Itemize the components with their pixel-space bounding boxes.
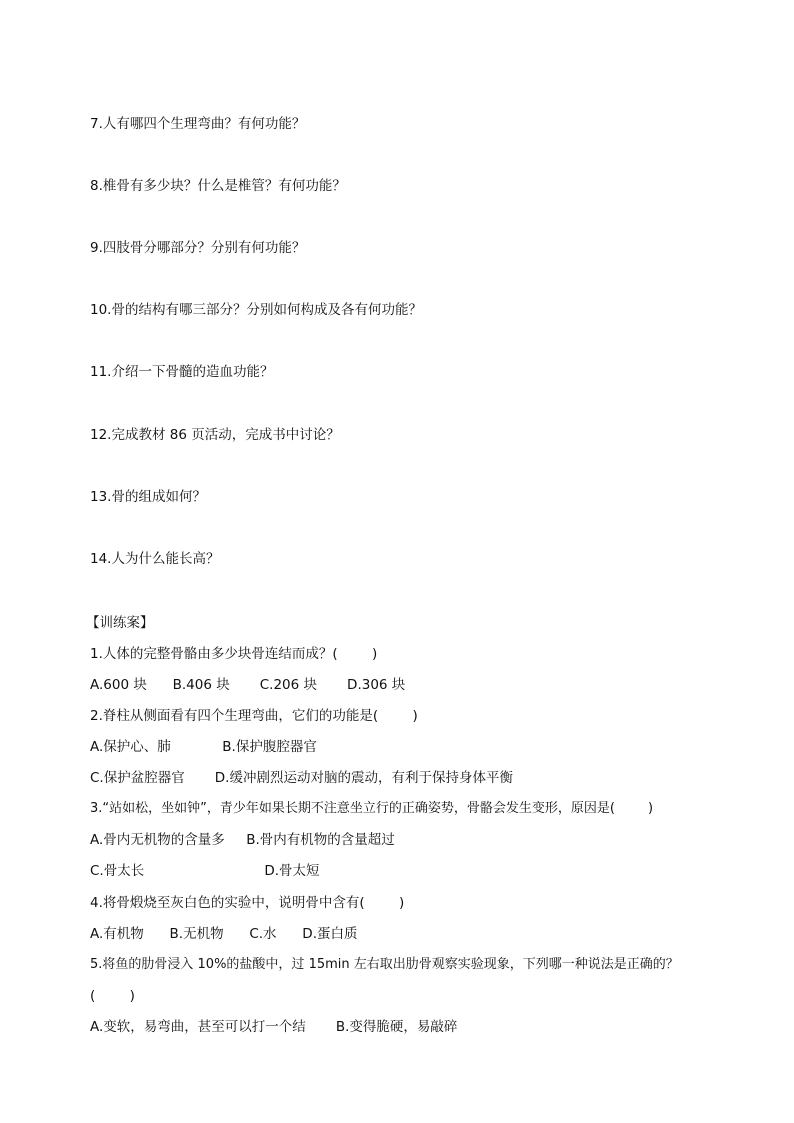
exercise-1-stem: 1.人体的完整骨骼由多少块骨连结而成？( )	[90, 646, 378, 662]
exercise-5-stem: 5.将鱼的肋骨浸入 10%的盐酸中，过 15min 左右取出肋骨观察实验现象，下列哪一种说法是正确的？	[90, 957, 679, 972]
exercise-4-stem: 4.将骨煅烧至灰白色的实验中，说明骨中含有( )	[90, 895, 405, 911]
exercise-3-options-ab: A.骨内无机物的含量多 B.骨内有机物的含量超过	[90, 832, 395, 848]
exercise-5-options: A.变软，易弯曲，甚至可以打一个结 B.变得脆硬，易敲碎	[90, 1019, 458, 1035]
exercise-4-options: A.有机物 B.无机物 C.水 D.蛋白质	[90, 926, 358, 942]
exercise-5-paren: ( )	[90, 988, 135, 1004]
section-title: 【训练案】	[86, 615, 154, 631]
exercise-2-options-ab: A.保护心、肺 B.保护腹腔器官	[90, 739, 317, 755]
exercise-2-stem: 2.脊柱从侧面看有四个生理弯曲，它们的功能是( )	[90, 708, 418, 724]
question-8: 8.椎骨有多少块？什么是椎管？有何功能？	[90, 178, 346, 194]
exercise-1-options: A.600 块 B.406 块 C.206 块 D.306 块	[90, 677, 406, 693]
question-12: 12.完成教材 86 页活动，完成书中讨论？	[90, 427, 340, 443]
question-11: 11.介绍一下骨髓的造血功能？	[90, 364, 274, 380]
exercise-2-options-cd: C.保护盆腔器官 D.缓冲剧烈运动对脑的震动，有利于保持身体平衡	[90, 770, 513, 786]
question-9: 9.四肢骨分哪部分？分别有何功能？	[90, 240, 306, 256]
question-14: 14.人为什么能长高？	[90, 551, 220, 567]
question-7: 7.人有哪四个生理弯曲？有何功能？	[90, 116, 306, 132]
exercise-3-options-cd: C.骨太长 D.骨太短	[90, 863, 320, 879]
exercise-3-stem: 3.“站如松，坐如钟”，青少年如果长期不注意坐立行的正确姿势，骨骼会发生变形，原因是( )	[90, 801, 654, 816]
question-13: 13.骨的组成如何？	[90, 489, 206, 505]
question-10: 10.骨的结构有哪三部分？分别如何构成及各有何功能？	[90, 302, 422, 318]
